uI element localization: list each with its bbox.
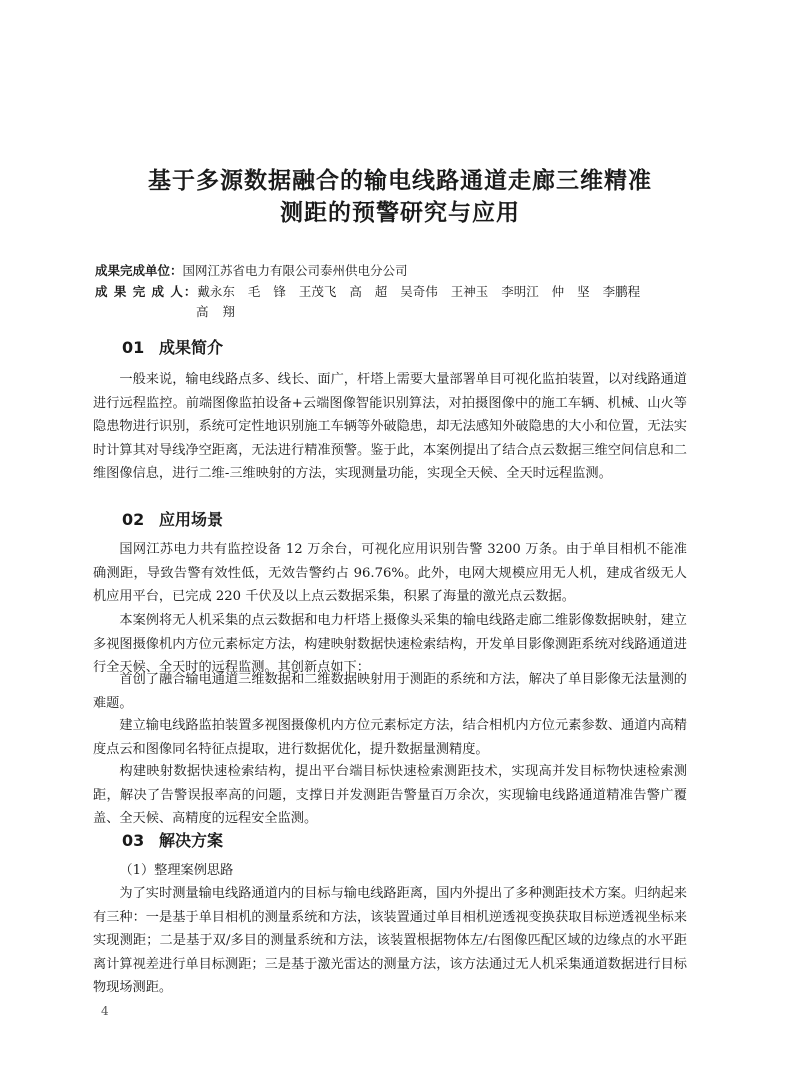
page-number: 4	[101, 1004, 109, 1018]
section-title: 应用场景	[159, 510, 224, 529]
paragraph: 国网江苏电力共有监控设备 12 万余台，可视化应用识别告警 3200 万条。由于单目相机不能准确测距，导致告警有效性低，无效告警约占 96.76%。此外，电网大规模应用无人机，建成省级无人机应用平台，已完成 220 千伏及以上点云数据采集，积累了海量的激光点云数据。	[93, 542, 687, 604]
completion-unit-value: 国网江苏省电力有限公司泰州供电分公司	[182, 263, 408, 278]
completion-unit-label: 成果完成单位：	[95, 263, 183, 278]
section-number: 01	[122, 338, 145, 357]
completion-authors	[95, 282, 715, 319]
completion-unit	[95, 261, 715, 280]
completion-authors-label: 成 果 完 成 人：	[95, 284, 198, 299]
paragraph: 建立输电线路监拍装置多视图摄像机内方位元素标定方法，结合相机内方位元素参数、通道内高精度点云和图像同名特征点提取，进行数据优化，提升数据量测精度。	[93, 718, 687, 757]
title-line-2: 测距的预警研究与应用	[280, 200, 520, 226]
subheading: （1）整理案例思路	[119, 863, 234, 878]
section-heading-03	[122, 831, 223, 851]
section-number: 02	[122, 510, 145, 529]
section-title: 成果简介	[159, 338, 224, 357]
paragraph: 构建映射数据快速检索结构，提出平台端目标快速检索测距技术，实现高并发目标物快速检索测距，解决了告警误报率高的问题，支撑日并发测距告警量百万余次，实现输电线路通道精准告警广覆盖、全天候、高精度的远程安全监测。	[93, 764, 687, 826]
paragraph: 本案例将无人机采集的点云数据和电力杆塔上摄像头采集的输电线路走廊二维影像数据映射，建立多视图摄像机内方位元素标定方法，构建映射数据快速检索结构，开发单目影像测距系统对线路通道进行全天候、全天时的远程监测。其创新点如下：	[93, 613, 687, 675]
section-title: 解决方案	[159, 831, 224, 850]
authors-line-1: 戴永东 毛 锋 王茂飞 高 超 吴奇伟 王神玉 李明江 仲 坚 李鹏程	[197, 284, 641, 299]
paragraph: 首创了融合输电通道三维数据和二维数据映射用于测距的系统和方法，解决了单目影像无法量测的难题。	[93, 672, 687, 711]
paragraph: 为了实时测量输电线路通道内的目标与输电线路距离，国内外提出了多种测距技术方案。归纳起来有三种：一是基于单目相机的测量系统和方法，该装置通过单目相机逆透视变换获取目标逆透视坐标来实现测距；二是基于双/多目的测量系统和方法，该装置根据物体左/右图像匹配区域的边缘点的水平距离计算视差进行单目标测距；三是基于激光雷达的测量方法，该方法通过无人机采集通道数据进行目标物现场测距。	[93, 886, 687, 995]
section-heading-02	[122, 510, 223, 530]
authors-line-2: 高翔	[196, 304, 250, 319]
section-heading-01	[122, 338, 223, 358]
paragraph: 一般来说，输电线路点多、线长、面广，杆塔上需要大量部署单目可视化监拍装置，以对线路通道进行远程监控。前端图像监拍设备+云端图像智能识别算法，对拍摄图像中的施工车辆、机械、山火等隐患物进行识别，系统可定性地识别施工车辆等外破隐患，却无法感知外破隐患的大小和位置，无法实时计算其对导线净空距离，无法进行精准预警。鉴于此，本案例提出了结合点云数据三维空间信息和二维图像信息，进行二维-三维映射的方法，实现测量功能，实现全天候、全天时远程监测。	[93, 372, 687, 481]
section-number: 03	[122, 831, 145, 850]
title-line-1: 基于多源数据融合的输电线路通道走廊三维精准	[148, 168, 652, 194]
